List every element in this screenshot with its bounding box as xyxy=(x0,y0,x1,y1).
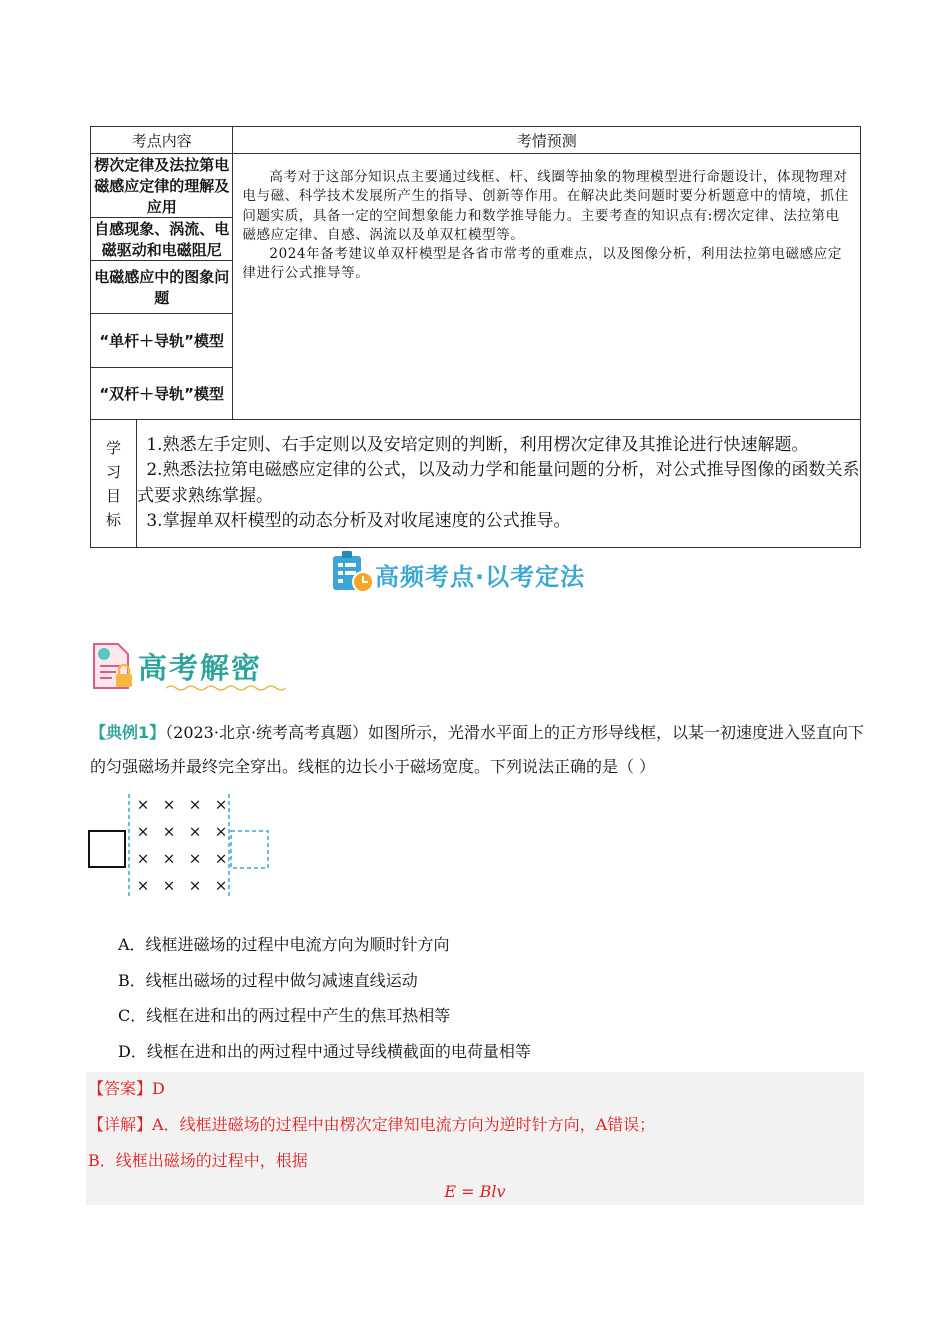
option-d[interactable]: D．线框在进和出的两过程中通过导线横截面的电荷量相等 xyxy=(118,1042,531,1061)
option-c[interactable]: C．线框在进和出的两过程中产生的焦耳热相等 xyxy=(118,1006,451,1025)
topic-5: “双杆＋导轨”模型 xyxy=(91,368,233,420)
topic-4: “单杆＋导轨”模型 xyxy=(91,314,233,368)
wire-frame-dashed xyxy=(231,831,268,868)
field-cross: × xyxy=(214,795,228,814)
magnetic-field-figure xyxy=(86,792,276,898)
wire-frame-square xyxy=(89,831,125,867)
goal-3: 3.掌握单双杆模型的动态分析及对收尾速度的公式推导。 xyxy=(146,511,571,531)
goal-label: 学 习 目 标 xyxy=(91,420,137,548)
option-b[interactable]: B．线框出磁场的过程中做匀减速直线运动 xyxy=(118,971,418,990)
answer-box xyxy=(86,1072,864,1205)
field-cross: × xyxy=(136,876,150,895)
option-a[interactable]: A．线框进磁场的过程中电流方向为顺时针方向 xyxy=(118,935,450,954)
topic-2: 自感现象、涡流、电磁驱动和电磁阻尼 xyxy=(91,218,233,261)
field-cross: × xyxy=(136,795,150,814)
field-cross: × xyxy=(188,822,202,841)
field-cross: × xyxy=(214,822,228,841)
topic-3: 电磁感应中的图象问题 xyxy=(91,261,233,314)
goal-1: 1.熟悉左手定则、右手定则以及安培定则的判断，利用楞次定律及其推论进行快速解题。 xyxy=(146,434,809,455)
wavy-underline xyxy=(166,684,286,692)
example-tag: 【典例1】 xyxy=(90,723,166,742)
field-cross: × xyxy=(136,849,150,868)
field-cross: × xyxy=(188,795,202,814)
field-cross: × xyxy=(162,849,176,868)
example-question xyxy=(90,716,865,784)
field-cross: × xyxy=(162,822,176,841)
field-cross: × xyxy=(214,876,228,895)
header-forecast: 考情预测 xyxy=(233,127,861,154)
example-text: （2023·北京·统考高考真题）如图所示，光滑水平面上的正方形导线框，以某一初速度进入竖直向下的匀强磁场并最终完全穿出。线框的边长小于磁场宽度。下列说法正确的是（ ） xyxy=(90,723,865,776)
field-crosses xyxy=(137,796,228,895)
field-cross: × xyxy=(214,849,228,868)
field-cross: × xyxy=(188,876,202,895)
forecast-cell xyxy=(233,154,861,420)
header-topic: 考点内容 xyxy=(91,127,233,154)
banner-decode-text: 高考解密 xyxy=(138,651,263,685)
field-cross: × xyxy=(162,795,176,814)
formula: E = Blv xyxy=(444,1182,506,1201)
topic-table xyxy=(90,126,861,548)
forecast-paragraph-1: 高考对于这部分知识点主要通过线框、杆、线圈等抽象的物理模型进行命题设计，体现物理对电与磁、科学技术发展所产生的指导、创新等作用。在解决此类问题时要分析题意中的情境，抓住问题实质，具备一定的空间想象能力和数学推导能力。主要考查的知识点有:楞次定律、法拉第电磁感应定律、自感、涡流以及单双杠模型等。 xyxy=(242,169,849,243)
detail-line-a: 【详解】A．线框进磁场的过程中由楞次定律知电流方向为逆时针方向，A错误； xyxy=(88,1115,656,1134)
forecast-paragraph-2: 2024年备考建议单双杆模型是各省市常考的重难点，以及图像分析，利用法拉第电磁感应定律进行公式推导等。 xyxy=(242,246,842,282)
field-cross: × xyxy=(162,876,176,895)
detail-line-b: B．线框出磁场的过程中，根据 xyxy=(88,1151,308,1170)
banner-high-frequency xyxy=(331,548,621,596)
topic-1: 楞次定律及法拉第电磁感应定律的理解及应用 xyxy=(91,154,233,218)
exam-paper-lock-icon xyxy=(90,640,138,692)
goal-2: 2.熟悉法拉第电磁感应定律的公式，以及动力学和能量问题的分析，对公式推导图像的函数关系式要求熟练掌握。 xyxy=(137,460,860,506)
field-cross: × xyxy=(188,849,202,868)
banner-high-frequency-text: 高频考点·以考定法 xyxy=(375,563,586,591)
banner-decode xyxy=(90,636,300,694)
goals-cell xyxy=(137,420,861,548)
answer-line: 【答案】D xyxy=(88,1079,165,1098)
checklist-clock-icon xyxy=(331,550,375,594)
field-cross: × xyxy=(136,822,150,841)
